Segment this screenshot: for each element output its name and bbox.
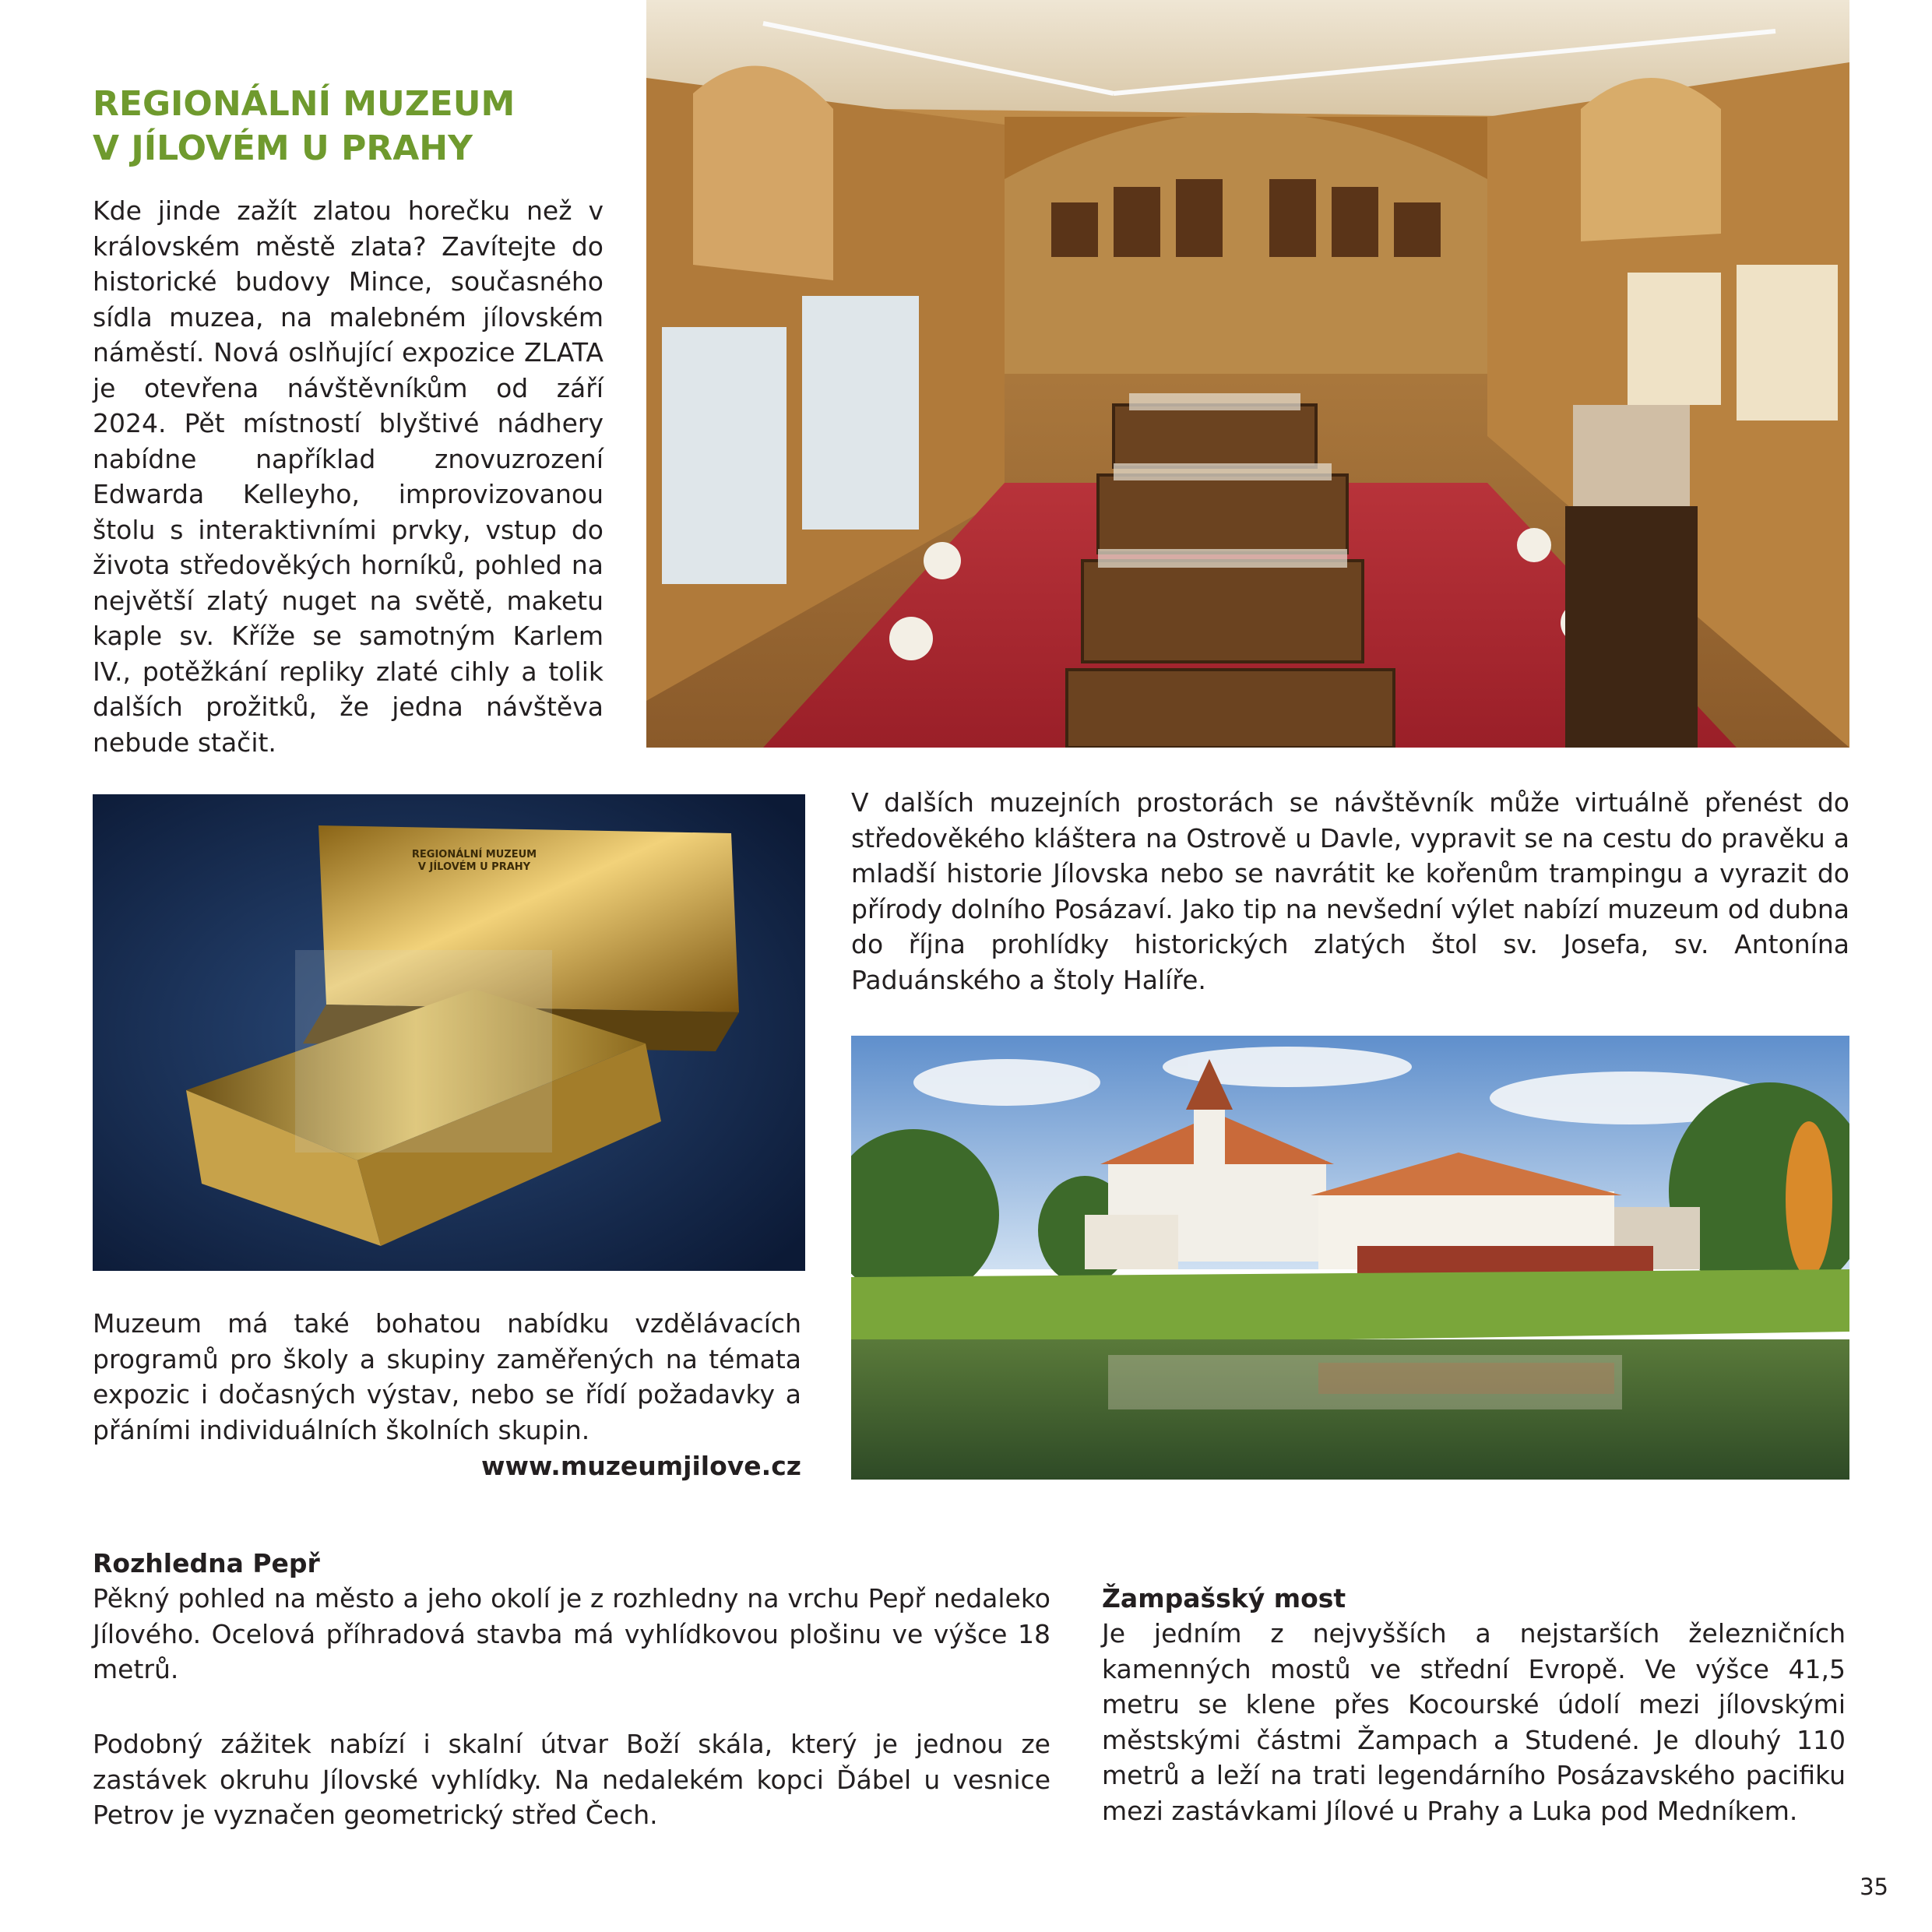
pepr-heading: Rozhledna Pepř [93, 1548, 320, 1578]
pepr-paragraph-2: Podobný zážitek nabízí i skalní útvar Boží skála, který je jednou ze zastávek okruhu Jílovské vyhlídky. Na nedalekém kopci Ďábel u vesnice Petrov je vyznačen geometrický střed Čech. [93, 1729, 1050, 1830]
pepr-paragraph-1: Pěkný pohled na město a jeho okolí je z rozhledny na vrchu Pepř nedaleko Jílového. Ocelová příhradová stavba má vyhlídkovou plošinu ve výšce 18 metrů. [93, 1583, 1050, 1684]
website-link[interactable]: www.muzeumjilove.cz [480, 1451, 801, 1481]
gold-bar-engraving-line-2: V JÍLOVÉM U PRAHY [417, 861, 531, 873]
exhibition-room-photo [646, 0, 1849, 748]
museum-paragraph-3: Muzeum má také bohatou nabídku vzdělávacích programů pro školy a skupiny zaměřených na témata expozic i dočasných výstav, nebo se řídí požadavky a přáními individuálních školních skupin. [93, 1308, 801, 1445]
monastery-landscape-photo [851, 1036, 1849, 1480]
gold-bar-engraving-line-1: REGIONÁLNÍ MUZEUM [411, 849, 537, 860]
most-paragraph: Je jedním z nejvyšších a nejstarších železničních kamenných mostů ve střední Evropě. Ve výšce 41,5 metru se klene přes Kocourské údolí mezi jílovskými městskými částmi Žampach a Studené. Je dlouhý 110 metrů a leží na trati legendárního Posázavského pacifiku mezi zastávkami Jílové u Prahy a Luka pod Medníkem. [1102, 1618, 1846, 1826]
title-line-2: V JÍLOVÉM U PRAHY [93, 128, 473, 168]
page-number: 35 [1860, 1874, 1888, 1900]
gold-bar-engraving [389, 849, 560, 874]
museum-paragraph-2: V dalších muzejních prostorách se návštěvník může virtuálně přenést do středověkého kláštera na Ostrově u Davle, vypravit se na cestu do pravěku a mladší historie Jílovska nebo se navrátit ke kořenům trampingu a vyrazit do přírody dolního Posázaví. Jako tip na nevšední výlet nabízí muzeum od dubna do října prohlídky historických zlatých štol sv. Josefa, sv. Antonína Paduánského a štoly Halíře. [851, 787, 1849, 995]
most-heading: Žampašský most [1102, 1583, 1346, 1614]
title-line-1: REGIONÁLNÍ MUZEUM [93, 84, 516, 124]
gold-bars-photo [93, 794, 805, 1271]
article-title [93, 82, 560, 171]
intro-paragraph: Kde jinde zažít zlatou horečku než v královském městě zlata? Zavítejte do historické budovy Mince, současného sídla muzea, na malebném jílovském náměstí. Nová oslňující expozice ZLATA je otevřena návštěvníkům od září 2024. Pět místností blyštivé nádhery nabídne například znovuzrození Edwarda Kelleyho, improvizovanou štolu s interaktivními prvky, vstup do života středověkých horníků, pohled na největší zlatý nuget na světě, maketu kaple sv. Kříže se samotným Karlem IV., potěžkání repliky zlaté cihly a tolik dalších prožitků, že jedna návštěva nebude stačit. [93, 195, 604, 758]
